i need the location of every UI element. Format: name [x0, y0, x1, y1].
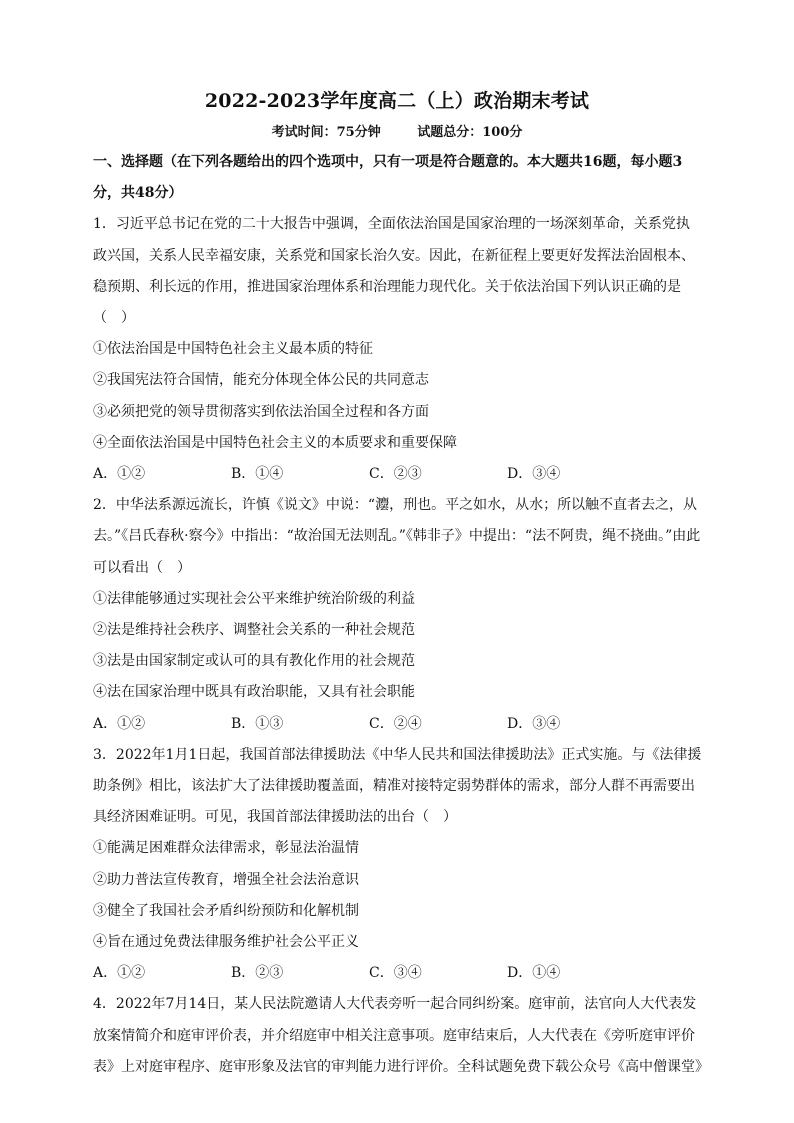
statement-option: ③健全了我国社会矛盾纠纷预防和化解机制 — [93, 902, 359, 919]
choice-d: D．③④ — [507, 715, 561, 732]
choice-c: C．③④ — [369, 965, 422, 982]
total-score: 试题总分：100分 — [417, 125, 523, 140]
question-stem: 3．2022年1月1日起，我国首部法律援助法《中华人民共和国法律援助法》正式实施。与《法律援助条例》相比，该法扩大了法律援助覆盖面，精准对接特定弱势群体的需求，部分人群不再需要出具经济困难证明。可见，我国首部法律援助法的出台（ ） — [93, 746, 702, 826]
question-stem: 2．中华法系源远流长，许慎《说文》中说：“灋，刑也。平之如水，从水；所以触不直者去之，从去。”《吕氏春秋·察今》中指出：“故治国无法则乱。”《韩非子》中提出：“法不阿贵，绳不挠曲。”由此可以看出（ ） — [93, 497, 701, 576]
statement-option: ②我国宪法符合国情，能充分体现全体公民的共同意志 — [93, 372, 429, 389]
question-1 — [93, 209, 703, 490]
statement-option: ①能满足困难群众法律需求，彰显法治温情 — [93, 840, 359, 857]
exam-meta — [0, 121, 794, 140]
statement-option: ③法是由国家制定或认可的具有教化作用的社会规范 — [93, 653, 415, 670]
choice-a: A．①② — [93, 965, 146, 982]
choice-b: B．①③ — [231, 715, 284, 732]
section-heading: 一、选择题（在下列各题给出的四个选项中，只有一项是符合题意的。本大题共16题，每小题3分，共48分） — [93, 154, 683, 202]
choice-d: D．①④ — [507, 965, 561, 982]
question-stem: 1．习近平总书记在党的二十大报告中强调，全面依法治国是国家治理的一场深刻革命，关系党执政兴国，关系人民幸福安康，关系党和国家长治久安。因此，在新征程上要更好发挥法治固根本、稳预期、利长远的作用，推进国家治理体系和治理能力现代化。关于依法治国下列认识正确的是（ ） — [93, 216, 695, 327]
choice-b: B．①④ — [231, 466, 284, 483]
choice-a: A．①② — [93, 715, 146, 732]
exam-time: 考试时间：75分钟 — [271, 125, 381, 140]
answer-choices — [93, 958, 703, 989]
statement-option: ③必须把党的领导贯彻落实到依法治国全过程和各方面 — [93, 403, 429, 420]
exam-title: 2022-2023学年度高二（上）政治期末考试 — [204, 90, 590, 112]
question-2 — [93, 490, 703, 740]
question-3 — [93, 740, 703, 990]
choice-c: C．②③ — [369, 466, 422, 483]
statement-option: ①法律能够通过实现社会公平来维护统治阶级的利益 — [93, 590, 415, 607]
choice-a: A．①② — [93, 466, 146, 483]
choice-d: D．③④ — [507, 466, 561, 483]
choice-b: B．②③ — [231, 965, 284, 982]
statement-option: ②法是维持社会秩序、调整社会关系的一种社会规范 — [93, 622, 415, 639]
statement-option: ④全面依法治国是中国特色社会主义的本质要求和重要保障 — [93, 434, 457, 451]
statement-option: ④旨在通过免费法律服务维护社会公平正义 — [93, 934, 359, 951]
statement-option: ②助力普法宣传教育，增强全社会法治意识 — [93, 871, 359, 888]
answer-choices — [93, 459, 703, 490]
statement-option: ④法在国家治理中既具有政治职能，又具有社会职能 — [93, 684, 415, 701]
choice-c: C．②④ — [369, 715, 422, 732]
question-4 — [93, 989, 709, 1083]
question-stem: 4．2022年7月14日，某人民法院邀请人大代表旁听一起合同纠纷案。庭审前，法官向人大代表发放案情简介和庭审评价表，并介绍庭审中相关注意事项。庭审结束后，人大代表在《旁听庭审评价表》上对庭审程序、庭审形象及法官的审判能力进行评价。全科试题免费下载公众号《高中僧课堂》 — [93, 996, 709, 1075]
answer-choices — [93, 709, 703, 740]
statement-option: ①依法治国是中国特色社会主义最本质的特征 — [93, 341, 373, 358]
exam-content — [93, 147, 709, 1083]
